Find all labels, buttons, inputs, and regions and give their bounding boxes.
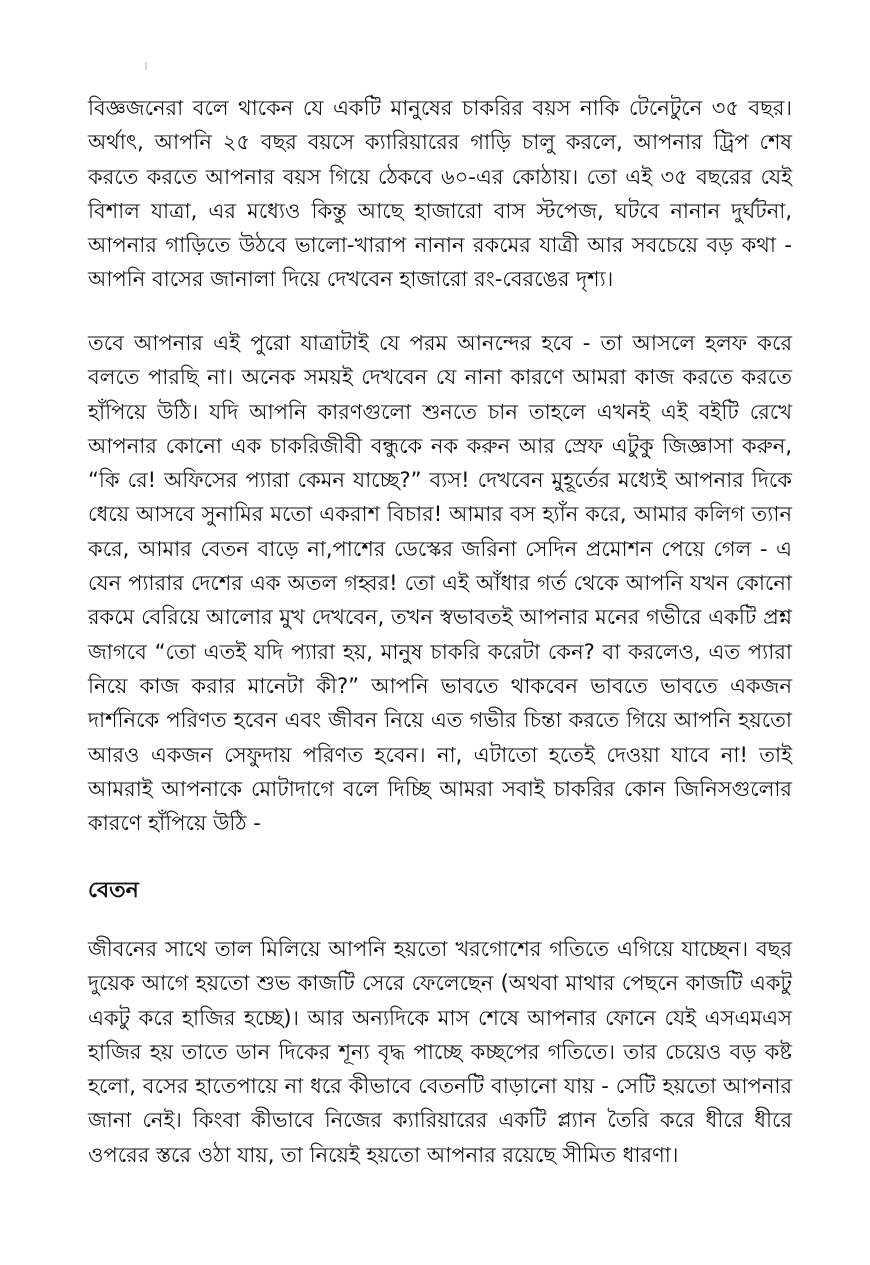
second-paragraph: তবে আপনার এই পুরো যাত্রাটাই যে পরম আনন্দের হবে - তা আসলে হলফ করে বলতে পারছি না। অনেক সময়ই দেখবেন যে নানা কারণে আমরা কাজ করতে করতে হাঁপিয়ে উঠি। যদি আপনি কারণগুলো শুনতে চান তাহলে এখনই এই বইটি রেখে আপনার কোনো এক চাকরিজীবী বন্ধুকে নক করুন আর স্রেফ এটুকু জিজ্ঞাসা করুন, “কি রে! অফিসের প্যারা কেমন যাচ্ছে?” ব্যস! দেখবেন মুহূর্তের মধ্যেই আপনার দিকে ধেয়ে আসবে সুনামির মতো একরাশ বিচার! আমার বস হ্যাঁন করে, আমার কলিগ ত্যান করে, আমার বেতন বাড়ে না,পাশের ডেস্কের জরিনা সেদিন প্রমোশন পেয়ে গেল - এ যেন প্যারার দেশের এক অতল গহ্বর! তো এই আঁধার গর্ত থেকে আপনি যখন কোনো রকমে বেরিয়ে আলোর মুখ দেখবেন, তখন স্বভাবতই আপনার মনের গভীরে একটি প্রশ্ন জাগবে “তো এতই যদি প্যারা হয়, মানুষ চাকরি করেটা কেন? বা করলেও, এত প্যারা নিয়ে কাজ করার মানেটা কী?” আপনি ভাবতে থাকবেন ভাবতে ভাবতে একজন দার্শনিকে পরিণত হবেন এবং জীবন নিয়ে এত গভীর চিন্তা করতে গিয়ে আপনি হয়তো আরও একজন সেফুদায় পরিণত হবেন। না, এটাতো হতেই দেওয়া যাবে না! তাই আমরাই আপনাকে মোটাদাগে বলে দিচ্ছি আমরা সবাই চাকরির কোন জিনিসগুলোর কারণে হাঁপিয়ে উঠি - <box>88 331 792 836</box>
salary-paragraph: জীবনের সাথে তাল মিলিয়ে আপনি হয়তো খরগোশের গতিতে এগিয়ে যাচ্ছেন। বছর দুয়েক আগে হয়তো শুভ কাজটি সেরে ফেলেছেন (অথবা মাথার পেছনে কাজটি একটু একটু করে হাজির হচ্ছে)। আর অন্যদিকে মাস শেষে আপনার ফোনে যেই এসএমএস হাজির হয় তাতে ডান দিকের শূন্য বৃদ্ধ পাচ্ছে কচ্ছপের গতিতে। তার চেয়েও বড় কষ্ট হলো, বসের হাতেপায়ে না ধরে কীভাবে বেতনটি বাড়ানো যায় - সেটি হয়তো আপনার জানা নেই। কিংবা কীভাবে নিজের ক্যারিয়ারের একটি প্ল্যান তৈরি করে ধীরে ধীরে ওপরের স্তরে ওঠা যায়, তা নিয়েই হয়তো আপনার রয়েছে সীমিত ধারণা। <box>88 937 792 1167</box>
intro-paragraph: বিজ্ঞজনেরা বলে থাকেন যে একটি মানুষের চাকরির বয়স নাকি টেনেটুনে ৩৫ বছর। অর্থাৎ, আপনি ২৫ বছর বয়সে ক্যারিয়ারের গাড়ি চালু করলে, আপনার ট্রিপ শেষ করতে করতে আপনার বয়স গিয়ে ঠেকবে ৬০-এর কোঠায়। তো এই ৩৫ বছরের যেই বিশাল যাত্রা, এর মধ্যেও কিন্তু আছে হাজারো বাস স্টপেজ, ঘটবে নানান দুর্ঘটনা, আপনার গাড়িতে উঠবে ভালো-খারাপ নানান রকমের যাত্রী আর সবচেয়ে বড় কথা - আপনি বাসের জানালা দিয়ে দেখবেন হাজারো রং-বেরঙের দৃশ্য। <box>88 96 792 292</box>
section-heading: বেতন <box>88 878 139 903</box>
scan-mark <box>145 62 147 70</box>
